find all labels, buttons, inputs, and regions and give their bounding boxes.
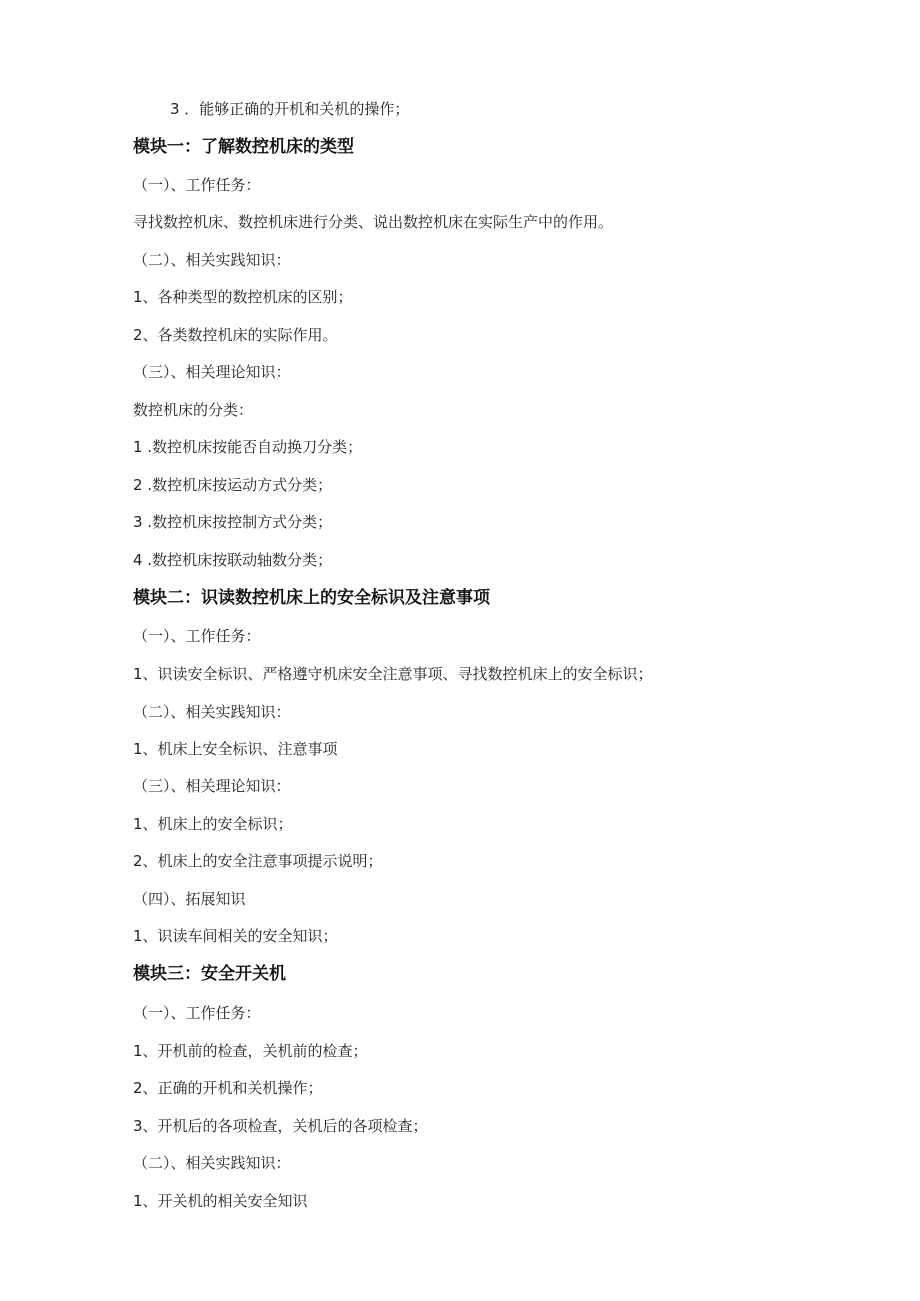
section-heading: （二）、相关实践知识： (133, 251, 291, 269)
body-line: 寻找数控机床、数控机床进行分类、说出数控机床在实际生产中的作用。 (133, 213, 614, 231)
section-heading: （一）、工作任务： (133, 176, 261, 194)
list-item: 1、机床上安全标识、注意事项 (133, 740, 338, 758)
module-heading: 模块三：安全开关机 (133, 964, 286, 984)
list-item: 1、各种类型的数控机床的区别； (133, 288, 353, 306)
list-item: 1、机床上的安全标识； (133, 815, 293, 833)
list-item: 1 .数控机床按能否自动换刀分类； (133, 438, 363, 456)
objective-line: 3 ．能够正确的开机和关机的操作； (170, 100, 410, 118)
list-item: 2、机床上的安全注意事项提示说明； (133, 852, 383, 870)
section-heading: （一）、工作任务： (133, 1004, 261, 1022)
list-item: 1、识读安全标识、严格遵守机床安全注意事项、寻找数控机床上的安全标识； (133, 665, 653, 683)
list-item: 4 .数控机床按联动轴数分类； (133, 551, 333, 569)
section-heading: （二）、相关实践知识： (133, 1154, 291, 1172)
list-item: 1、识读车间相关的安全知识； (133, 927, 338, 945)
list-item: 2 .数控机床按运动方式分类； (133, 476, 333, 494)
list-item: 3 .数控机床按控制方式分类； (133, 513, 333, 531)
body-line: 数控机床的分类： (133, 401, 254, 419)
section-heading: （四）、拓展知识 (133, 890, 246, 908)
list-item: 2、正确的开机和关机操作； (133, 1079, 323, 1097)
section-heading: （三）、相关理论知识： (133, 363, 291, 381)
module-heading: 模块二：识读数控机床上的安全标识及注意事项 (133, 588, 490, 608)
list-item: 2、各类数控机床的实际作用。 (133, 326, 338, 344)
section-heading: （三）、相关理论知识： (133, 777, 291, 795)
module-heading: 模块一：了解数控机床的类型 (133, 137, 354, 157)
section-heading: （一）、工作任务： (133, 627, 261, 645)
list-item: 1、开机前的检查，关机前的检查； (133, 1042, 368, 1060)
list-item: 3、开机后的各项检查，关机后的各项检查； (133, 1117, 428, 1135)
section-heading: （二）、相关实践知识： (133, 703, 291, 721)
list-item: 1、开关机的相关安全知识 (133, 1192, 308, 1210)
